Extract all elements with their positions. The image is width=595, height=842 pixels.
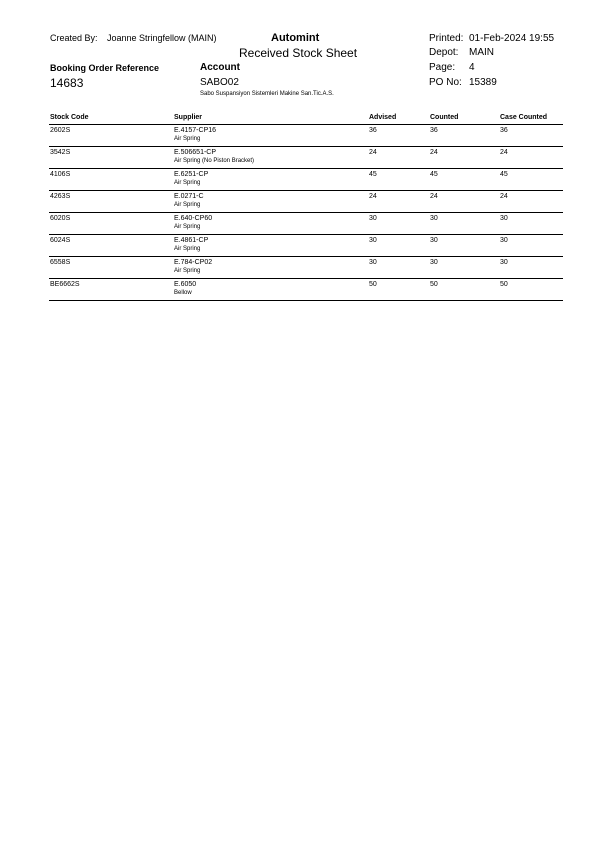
stock-code: 6558S (50, 259, 71, 266)
supplier-code: E.4861-CP (174, 237, 209, 244)
advised-qty: 45 (369, 171, 377, 178)
counted-qty: 30 (430, 237, 438, 244)
counted-qty: 24 (430, 193, 438, 200)
document-title: Received Stock Sheet (239, 46, 358, 60)
case-counted-qty: 24 (500, 149, 508, 156)
case-counted-qty: 24 (500, 193, 508, 200)
table-row (49, 147, 563, 169)
booking-ref-label: Booking Order Reference (50, 63, 160, 73)
supplier-code: E.784-CP02 (174, 259, 213, 266)
counted-qty: 30 (430, 215, 438, 222)
column-stock-code: Stock Code (50, 114, 89, 121)
item-description: Air Spring (No Piston Bracket) (174, 158, 255, 164)
stock-code: 2602S (50, 127, 71, 134)
supplier-cell (174, 259, 212, 275)
supplier-cell (174, 215, 212, 231)
stock-table (49, 114, 563, 301)
stock-code: 6020S (50, 215, 71, 222)
table-header (49, 114, 563, 125)
advised-qty: 36 (369, 127, 377, 134)
case-counted-qty: 30 (500, 215, 508, 222)
column-counted: Counted (430, 114, 459, 121)
stock-code: 6024S (50, 237, 71, 244)
po-label: PO No: (429, 77, 462, 88)
account-code: SABO02 (200, 77, 239, 88)
table-row (49, 125, 563, 147)
account-name: Sabo Suspansiyon Sistemleri Makine San.Tic.A.S. (200, 91, 334, 97)
advised-qty: 24 (369, 193, 377, 200)
case-counted-qty: 45 (500, 171, 508, 178)
depot-value: MAIN (469, 47, 494, 58)
table-row (49, 169, 563, 191)
account-label: Account (200, 62, 240, 73)
supplier-code: E.6050 (174, 281, 197, 288)
counted-qty: 45 (430, 171, 438, 178)
item-description: Air Spring (174, 136, 201, 142)
stock-code: 4263S (50, 193, 71, 200)
supplier-code: E.6251-CP (174, 171, 209, 178)
counted-qty: 50 (430, 281, 438, 288)
stock-code: BE6662S (50, 281, 80, 288)
supplier-cell (174, 149, 254, 165)
table-row (49, 213, 563, 235)
supplier-code: E.640-CP60 (174, 215, 213, 222)
advised-qty: 30 (369, 237, 377, 244)
case-counted-qty: 30 (500, 259, 508, 266)
counted-qty: 24 (430, 149, 438, 156)
supplier-code: E.0271-C (174, 193, 204, 200)
supplier-code: E.506651-CP (174, 149, 217, 156)
supplier-cell (174, 171, 208, 187)
item-description: Air Spring (174, 202, 201, 208)
supplier-cell (174, 193, 204, 209)
page-label: Page: (429, 62, 456, 73)
company-name: Automint (271, 32, 320, 44)
column-case-counted: Case Counted (500, 114, 548, 121)
case-counted-qty: 36 (500, 127, 508, 134)
item-description: Air Spring (174, 224, 201, 230)
page-value: 4 (469, 62, 475, 73)
created-by-label: Created By: (50, 33, 98, 43)
printed-label: Printed: (429, 33, 464, 44)
case-counted-qty: 50 (500, 281, 508, 288)
supplier-cell (174, 237, 208, 253)
stock-code: 4106S (50, 171, 71, 178)
supplier-code: E.4157-CP16 (174, 127, 217, 134)
booking-ref-value: 14683 (50, 76, 84, 90)
column-advised: Advised (369, 114, 397, 121)
supplier-cell (174, 281, 196, 297)
counted-qty: 36 (430, 127, 438, 134)
created-by-value: Joanne Stringfellow (MAIN) (107, 33, 217, 43)
stock-code: 3542S (50, 149, 71, 156)
advised-qty: 50 (369, 281, 377, 288)
advised-qty: 30 (369, 215, 377, 222)
advised-qty: 30 (369, 259, 377, 266)
item-description: Air Spring (174, 268, 201, 274)
po-value: 15389 (469, 77, 497, 88)
table-row (49, 257, 563, 279)
table-row (49, 235, 563, 257)
table-row (49, 191, 563, 213)
advised-qty: 24 (369, 149, 377, 156)
item-description: Air Spring (174, 180, 201, 186)
item-description: Bellow (174, 290, 192, 296)
column-supplier: Supplier (174, 114, 203, 121)
supplier-cell (174, 127, 216, 143)
item-description: Air Spring (174, 246, 201, 252)
counted-qty: 30 (430, 259, 438, 266)
depot-label: Depot: (429, 47, 459, 58)
table-row (49, 279, 563, 301)
case-counted-qty: 30 (500, 237, 508, 244)
printed-value: 01-Feb-2024 19:55 (469, 33, 555, 44)
